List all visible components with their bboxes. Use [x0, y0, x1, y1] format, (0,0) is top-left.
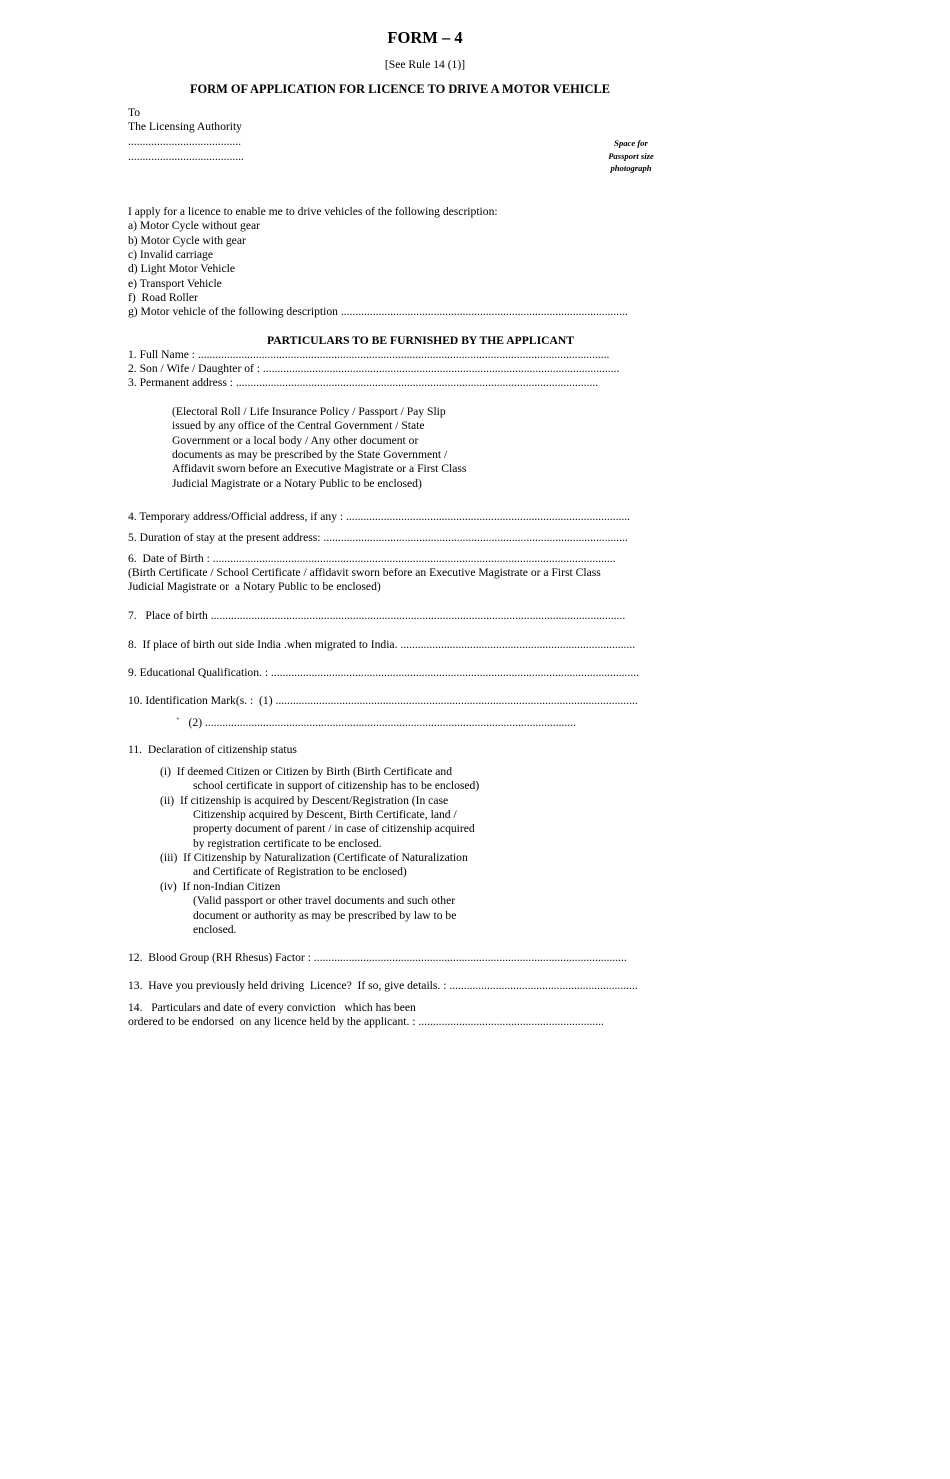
- temporary-address-field[interactable]: 4. Temporary address/Official address, if any : ..................................................................................................: [128, 510, 631, 523]
- dob-proof-line-1: (Birth Certificate / School Certificate / affidavit sworn before an Executive Magistrate or a First Class: [128, 566, 601, 579]
- citizenship-option-ii-detail-1: Citizenship acquired by Descent, Birth Certificate, land /: [193, 808, 457, 821]
- date-of-birth-field[interactable]: 6. Date of Birth : ...........................................................................................................................................: [128, 552, 616, 565]
- vehicle-class-d: d) Light Motor Vehicle: [128, 262, 236, 275]
- dob-proof-line-2: Judicial Magistrate or a Notary Public to be enclosed): [128, 580, 381, 593]
- address-proof-line-2: issued by any office of the Central Government / State: [172, 419, 425, 432]
- vehicle-class-g[interactable]: g) Motor vehicle of the following description ...................................................................................................: [128, 305, 628, 318]
- passport-photo-space[interactable]: [586, 137, 676, 175]
- to-label: To: [128, 106, 141, 119]
- application-intro: I apply for a licence to enable me to drive vehicles of the following description:: [128, 205, 498, 218]
- vehicle-class-b: b) Motor Cycle with gear: [128, 234, 246, 247]
- duration-of-stay-field[interactable]: 5. Duration of stay at the present address: .........................................................................................................: [128, 531, 628, 544]
- vehicle-class-e: e) Transport Vehicle: [128, 277, 222, 290]
- convictions-line-1: 14. Particulars and date of every conviction which has been: [128, 1001, 416, 1014]
- blood-group-field[interactable]: 12. Blood Group (RH Rhesus) Factor : ............................................................................................................: [128, 951, 627, 964]
- citizenship-option-ii: (ii) If citizenship is acquired by Descent/Registration (In case: [160, 794, 449, 807]
- photo-space-line-2: Passport size: [608, 150, 654, 161]
- vehicle-class-c: c) Invalid carriage: [128, 248, 213, 261]
- address-proof-line-5: Affidavit sworn before an Executive Magistrate or a First Class: [172, 462, 467, 475]
- migration-field[interactable]: 8. If place of birth out side India .when migrated to India. .................................................................................: [128, 638, 636, 651]
- citizenship-option-iv-detail-2: document or authority as may be prescribed by law to be: [193, 909, 457, 922]
- authority-blank-line-1[interactable]: .......................................: [128, 135, 242, 148]
- citizenship-option-iii-detail: and Certificate of Registration to be enclosed): [193, 865, 407, 878]
- previous-licence-field[interactable]: 13. Have you previously held driving Licence? If so, give details. : .................................................................: [128, 979, 638, 992]
- rule-reference: [See Rule 14 (1)]: [384, 58, 466, 71]
- full-name-field[interactable]: 1. Full Name : ..............................................................................................................................................: [128, 348, 610, 361]
- place-of-birth-field[interactable]: 7. Place of birth ...............................................................................................................................................: [128, 609, 626, 622]
- citizenship-option-iv-detail-3: enclosed.: [193, 923, 237, 936]
- address-proof-line-4: documents as may be prescribed by the State Government /: [172, 448, 448, 461]
- address-proof-line-3: Government or a local body / Any other document or: [172, 434, 419, 447]
- address-proof-line-6: Judicial Magistrate or a Notary Public to be enclosed): [172, 477, 422, 490]
- citizenship-option-iii: (iii) If Citizenship by Naturalization (Certificate of Naturalization: [160, 851, 468, 864]
- licensing-authority: The Licensing Authority: [128, 120, 242, 133]
- form-title: FORM OF APPLICATION FOR LICENCE TO DRIVE A MOTOR VEHICLE: [189, 82, 611, 96]
- photo-space-line-1: Space for: [614, 138, 648, 148]
- vehicle-class-a: a) Motor Cycle without gear: [128, 219, 261, 232]
- convictions-field[interactable]: ordered to be endorsed on any licence held by the applicant. : ................................................................: [128, 1015, 604, 1028]
- relation-field[interactable]: 2. Son / Wife / Daughter of : ...........................................................................................................................: [128, 362, 620, 375]
- education-field[interactable]: 9. Educational Qualification. : ...............................................................................................................................: [128, 666, 640, 679]
- photo-space-line-3: photograph: [610, 163, 652, 173]
- permanent-address-field[interactable]: 3. Permanent address : .............................................................................................................................: [128, 376, 599, 389]
- citizenship-option-i-detail: school certificate in support of citizenship has to be enclosed): [193, 779, 480, 792]
- identification-mark-1-field[interactable]: 10. Identification Mark(s. : (1) .............................................................................................................................: [128, 694, 638, 707]
- citizenship-option-ii-detail-2: property document of parent / in case of citizenship acquired: [193, 822, 475, 835]
- authority-blank-line-2[interactable]: ........................................: [128, 150, 244, 163]
- vehicle-class-f: f) Road Roller: [128, 291, 198, 304]
- citizenship-option-ii-detail-3: by registration certificate to be enclosed.: [193, 837, 382, 850]
- citizenship-option-i: (i) If deemed Citizen or Citizen by Birth (Birth Certificate and: [160, 765, 453, 778]
- particulars-heading: PARTICULARS TO BE FURNISHED BY THE APPLICANT: [267, 334, 574, 347]
- citizenship-heading: 11. Declaration of citizenship status: [128, 743, 297, 756]
- identification-mark-2-field[interactable]: ` (2) ................................................................................................................................: [176, 716, 576, 729]
- form-number: FORM – 4: [387, 28, 463, 47]
- address-proof-line-1: (Electoral Roll / Life Insurance Policy / Passport / Pay Slip: [172, 405, 446, 418]
- citizenship-option-iv-detail-1: (Valid passport or other travel documents and such other: [193, 894, 456, 907]
- citizenship-option-iv: (iv) If non-Indian Citizen: [160, 880, 281, 893]
